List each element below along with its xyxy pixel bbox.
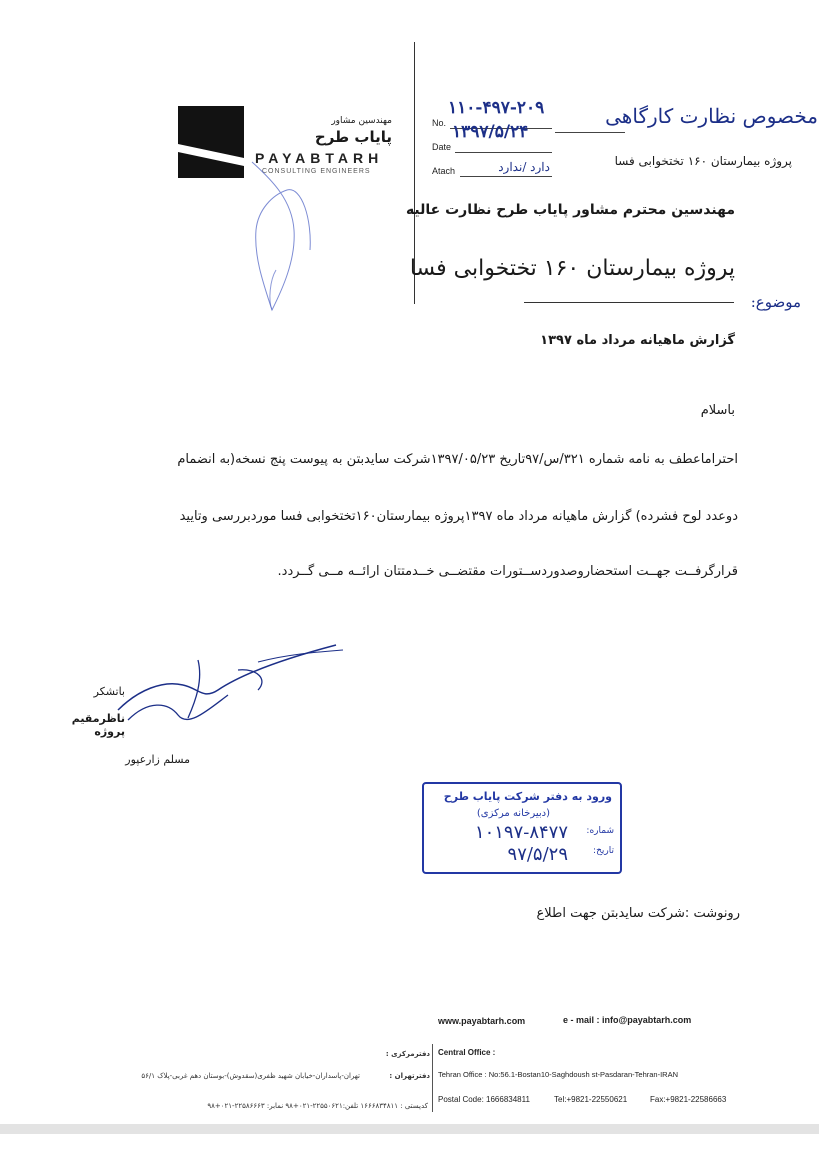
footer-bar bbox=[0, 1124, 819, 1134]
section-heading: مخصوص نظارت کارگاهی bbox=[605, 104, 818, 128]
brand-fa-name: پایاب طرح bbox=[314, 128, 392, 146]
carbon-copy: رونوشت :شرکت سایدبتن جهت اطلاع bbox=[536, 906, 740, 921]
signature-icon bbox=[108, 640, 348, 735]
central-office-en-label: Central Office : bbox=[438, 1048, 496, 1057]
attach-label: Atach bbox=[432, 166, 456, 176]
date-label: Date bbox=[432, 142, 452, 152]
signer-name: مسلم زارعپور bbox=[125, 753, 190, 766]
body-line-1: احتراماعطف به نامه شماره ۳۲۱/س/۹۷تاریخ ۱۳۹۷/۰۵/۲۳شرکت سایدبتن به پیوست پنج نسخه(به انضمام bbox=[177, 452, 738, 467]
letter-number: ۱۱۰-۴۹۷-۲۰۹ bbox=[448, 98, 545, 118]
website-link[interactable]: www.payabtarh.com bbox=[438, 1016, 526, 1026]
project-title: پروژه بیمارستان ۱۶۰ تختخوابی فسا bbox=[409, 256, 735, 281]
attach-line bbox=[460, 176, 552, 177]
subject-underline bbox=[524, 302, 734, 303]
section-line bbox=[555, 132, 625, 133]
pen-scribble-icon bbox=[232, 160, 322, 320]
fax: Fax:+9821-22586663 bbox=[650, 1095, 727, 1104]
project-subtitle: پروژه بیمارستان ۱۶۰ تختخوابی فسا bbox=[614, 154, 792, 168]
central-office-fa-label: دفترمرکزی : bbox=[385, 1050, 430, 1058]
letter-date: ۱۳۹۷/۵/۲۴ bbox=[452, 122, 529, 142]
stamp-date-label: تاریخ: bbox=[593, 846, 614, 856]
tehran-office-fa-address: تهران-پاسداران-خیابان شهید ظفری(سقدوش)-بوستان دهم غربی-پلاک ۵۶/۱ bbox=[141, 1072, 360, 1080]
tehran-office-en-address: Tehran Office : No:56.1-Bostan10-Saghdoush st-Pasdaran-Tehran-IRAN bbox=[438, 1070, 678, 1079]
stamp-subtitle: (دبیرخانه مرکزی) bbox=[476, 808, 550, 819]
addressee: مهندسین محترم مشاور پایاب طرح نظارت عالیه bbox=[405, 202, 735, 218]
telephone: Tel:+9821-22550621 bbox=[554, 1095, 628, 1104]
body-line-2: دوعدد لوح فشرده) گزارش ماهیانه مرداد ماه ۱۳۹۷پروژه بیمارستان۱۶۰تختخوابی فسا موردبررسی وتایید bbox=[179, 509, 738, 524]
stamp-number-label: شماره: bbox=[586, 826, 614, 836]
date-line bbox=[455, 152, 552, 153]
stamp-date: ۹۷/۵/۲۹ bbox=[507, 844, 568, 865]
greeting: باسلام bbox=[700, 403, 735, 418]
attach-value: دارد /ندارد bbox=[498, 160, 550, 174]
tehran-office-fa-label: دفترتهران : bbox=[389, 1072, 430, 1080]
stamp-title: ورود به دفتر شرکت پایاب طرح bbox=[443, 790, 612, 803]
subject-label: موضوع: bbox=[750, 293, 801, 311]
email-link[interactable]: e - mail : info@payabtarh.com bbox=[563, 1015, 692, 1025]
stamp-number: ۱۰۱۹۷-۸۴۷۷ bbox=[474, 822, 568, 843]
brand-fa-top: مهندسین مشاور bbox=[331, 116, 392, 126]
phones-fa: کدپستی : ۱۶۶۶۸۳۴۸۱۱ تلفن:۲۲۵۵۰۶۲۱-۰۲۱+۹۸ نمابر: ۲۲۵۸۶۶۶۳-۰۲۱+۹۸ bbox=[207, 1102, 428, 1110]
no-label: No. bbox=[432, 118, 447, 128]
brand-en-name: PAYABTARH bbox=[255, 150, 384, 166]
signer-title: ناظرمقیم پروژه bbox=[71, 712, 125, 738]
subject: گزارش ماهیانه مرداد ماه ۱۳۹۷ bbox=[540, 333, 735, 348]
closing: باتشکر bbox=[93, 685, 125, 698]
footer-divider bbox=[432, 1044, 433, 1112]
body-line-3: قرارگرفــت جهــت استحضاروصدوردســتورات مقتضــی خــدمتتان ارائــه مــی گــردد. bbox=[277, 564, 738, 579]
brand-en-subtitle: CONSULTING ENGINEERS bbox=[262, 168, 371, 175]
receipt-stamp bbox=[422, 782, 622, 874]
postal-code: Postal Code: 1666834811 bbox=[438, 1095, 530, 1104]
